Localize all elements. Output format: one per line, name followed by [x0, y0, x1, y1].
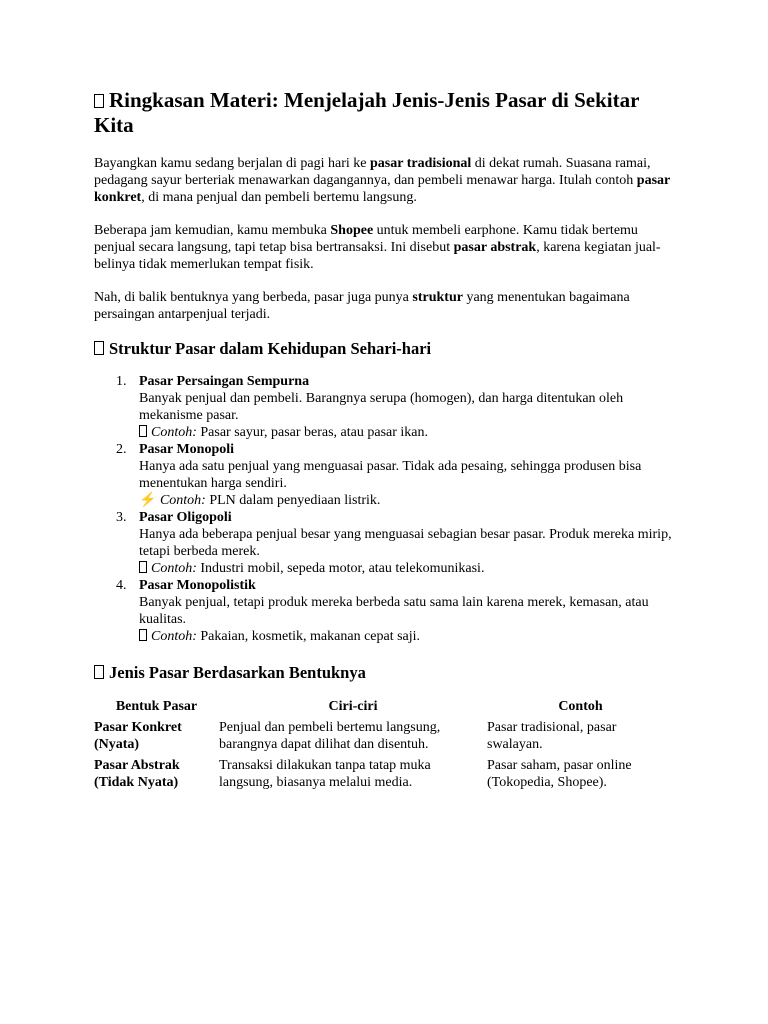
table-cell: Penjual dan pembeli bertemu langsung, barangnya dapat dilihat dan disentuh. [219, 720, 441, 752]
intro-text: Bayangkan kamu sedang berjalan di pagi hari ke [94, 156, 371, 171]
table-cell: Pasar saham, pasar online (Tokopedia, Shopee). [487, 758, 632, 790]
table-row [94, 756, 674, 794]
table-header-row [94, 697, 674, 718]
list-number: 3. [116, 510, 127, 525]
intro-bold-term: pasar konkret [94, 173, 670, 205]
example-label: Contoh: [151, 425, 197, 440]
list-item-desc: Banyak penjual, tetapi produk mereka berbeda satu sama lain karena merek, kemasan, atau kualitas. [139, 595, 649, 627]
list-item [94, 441, 674, 509]
list-item-title: Pasar Persaingan Sempurna [139, 374, 310, 389]
intro-text: Nah, di balik bentuknya yang berbeda, pasar juga punya [94, 290, 413, 305]
table-cell: Transaksi dilakukan tanpa tatap muka langsung, biasanya melalui media. [219, 758, 431, 790]
example-text: Pakaian, kosmetik, makanan cepat saji. [196, 629, 421, 644]
section-heading-text: Struktur Pasar dalam Kehidupan Sehari-hari [109, 339, 432, 358]
intro-text: , di mana penjual dan pembeli bertemu langsung. [141, 190, 417, 205]
intro-text: , karena kegiatan jual-belinya tidak memerlukan tempat fisik. [94, 240, 661, 272]
table-row [94, 718, 674, 756]
missing-glyph-icon [94, 341, 104, 355]
example-text: Industri mobil, sepeda motor, atau telekomunikasi. [196, 561, 485, 576]
page-title [94, 88, 674, 138]
intro-paragraph-1 [94, 155, 674, 206]
list-item [94, 373, 674, 441]
missing-glyph-icon [139, 425, 147, 437]
intro-bold-term: Shopee [330, 223, 374, 238]
table-header: Contoh [558, 699, 603, 714]
list-item-desc: Banyak penjual dan pembeli. Barangnya serupa (homogen), dan harga ditentukan oleh mekanisme pasar. [139, 391, 624, 423]
table-cell-bold: Pasar Abstrak (Tidak Nyata) [94, 758, 180, 790]
missing-glyph-icon [139, 629, 147, 641]
intro-bold-term: struktur [412, 290, 463, 305]
example-label: Contoh: [159, 493, 206, 508]
intro-bold-term: pasar abstrak [453, 240, 537, 255]
intro-text: yang menentukan bagaimana persaingan antarpenjual terjadi. [94, 290, 630, 322]
missing-glyph-icon [94, 94, 104, 108]
list-number: 4. [116, 578, 127, 593]
example-label: Contoh: [151, 629, 197, 644]
list-item [94, 509, 674, 577]
missing-glyph-icon [139, 561, 147, 573]
market-structure-list [94, 373, 674, 645]
intro-text: untuk membeli earphone. Kamu tidak bertemu penjual secara langsung, tapi tetap bisa bertransaksi. Ini disebut [94, 223, 638, 255]
table-cell-bold: Pasar Konkret (Nyata) [94, 720, 182, 752]
example-text: PLN dalam penyediaan listrik. [205, 493, 381, 508]
example-label: Contoh: [151, 561, 197, 576]
list-number: 1. [116, 374, 127, 389]
table-cell: Pasar tradisional, pasar swalayan. [487, 720, 617, 752]
list-item-title: Pasar Oligopoli [139, 510, 232, 525]
list-item-title: Pasar Monopoli [139, 442, 235, 457]
lightning-icon: ⚡ [139, 493, 157, 508]
section-heading-jenis [94, 663, 674, 683]
intro-paragraph-3 [94, 289, 674, 323]
page-title-text: Ringkasan Materi: Menjelajah Jenis-Jenis Pasar di Sekitar Kita [94, 88, 640, 137]
missing-glyph-icon [94, 665, 104, 679]
section-heading-struktur [94, 339, 674, 359]
list-number: 2. [116, 442, 127, 457]
intro-text: di dekat rumah. Suasana ramai, pedagang sayur berteriak menawarkan dagangannya, dan pembeli menawar harga. Itulah contoh [94, 156, 651, 188]
table-header: Bentuk Pasar [115, 699, 198, 714]
list-item-title: Pasar Monopolistik [139, 578, 256, 593]
list-item-desc: Hanya ada beberapa penjual besar yang menguasai sebagian besar pasar. Produk mereka mirip, tetapi berbeda merek. [139, 527, 672, 559]
market-type-table [94, 697, 674, 794]
intro-bold-term: pasar tradisional [370, 156, 472, 171]
list-item-desc: Hanya ada satu penjual yang menguasai pasar. Tidak ada pesaing, sehingga produsen bisa menentukan harga sendiri. [139, 459, 642, 491]
intro-paragraph-2 [94, 222, 674, 273]
intro-text: Beberapa jam kemudian, kamu membuka [94, 223, 331, 238]
table-header: Ciri-ciri [328, 699, 378, 714]
list-item [94, 577, 674, 645]
section-heading-text: Jenis Pasar Berdasarkan Bentuknya [109, 663, 366, 682]
example-text: Pasar sayur, pasar beras, atau pasar ikan. [196, 425, 429, 440]
